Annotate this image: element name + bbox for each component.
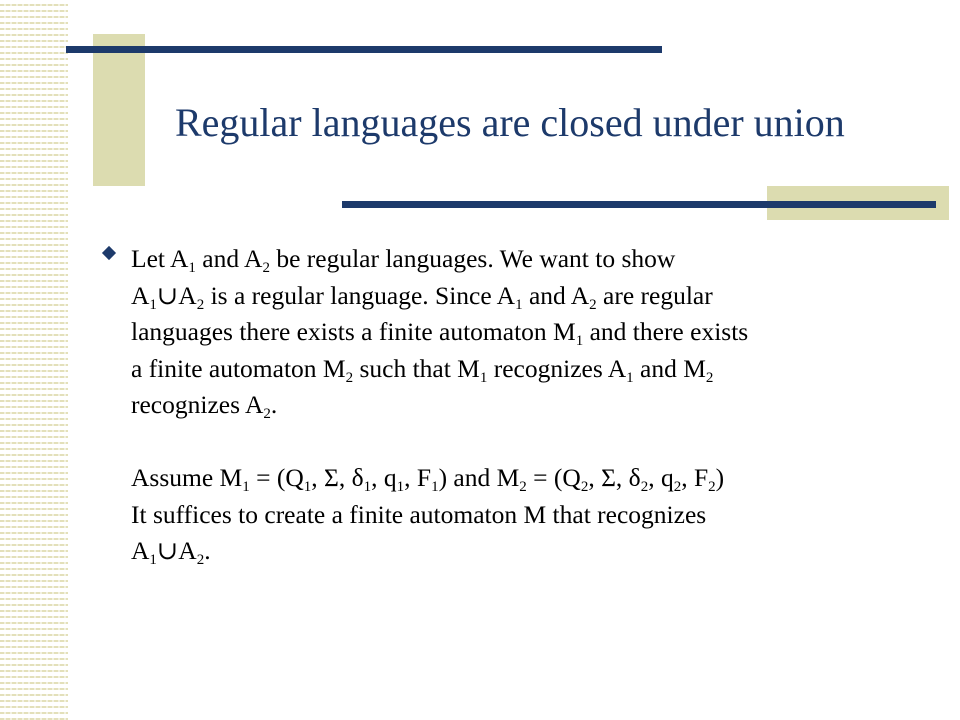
text-run: , F: [681, 463, 709, 492]
text-run: ∪A: [156, 280, 197, 310]
slide-body: [131, 241, 931, 570]
text-run: A: [131, 536, 150, 565]
subscript: 1: [149, 296, 157, 313]
text-run: , F: [404, 463, 432, 492]
text-run: and there exists: [583, 317, 749, 346]
subscript: 2: [262, 260, 270, 276]
text-run: Assume M: [131, 463, 243, 492]
subscript: 1: [242, 479, 250, 495]
text-run: recognizes A: [131, 390, 264, 419]
bullet-diamond-icon: [102, 246, 116, 260]
text-line: [131, 241, 931, 278]
subscript: 2: [345, 369, 354, 386]
paragraph-2: [131, 460, 931, 570]
subscript: 1: [575, 333, 584, 349]
paragraph-gap: [131, 424, 931, 461]
subscript: 2: [673, 479, 682, 495]
subscript: 1: [431, 479, 439, 495]
subscript: 1: [515, 296, 523, 313]
subscript: 1: [303, 479, 312, 495]
text-run: and M: [633, 353, 706, 383]
text-run: ): [715, 463, 725, 492]
text-run: ∪A: [156, 536, 197, 565]
text-run: , q: [648, 463, 674, 492]
text-run: .: [204, 536, 211, 565]
text-run: = (Q: [249, 463, 304, 492]
subscript: 2: [640, 479, 649, 495]
text-run: .: [270, 390, 278, 419]
text-line: [131, 278, 931, 315]
subscript: 2: [705, 369, 714, 386]
text-run: be regular languages. We want to show: [269, 244, 676, 273]
text-line: [131, 533, 931, 570]
text-run: It suffices to create a finite automaton M that recognizes: [131, 499, 707, 529]
slide-title: Regular languages are closed under union: [175, 100, 845, 145]
subscript: 1: [363, 479, 372, 495]
text-line: [131, 497, 931, 534]
subscript: 2: [196, 296, 205, 313]
subscript: 1: [396, 479, 405, 495]
text-run: and A: [522, 280, 590, 310]
subscript: 2: [519, 479, 527, 495]
text-run: = (Q: [526, 463, 581, 492]
text-run: , Σ, δ: [588, 463, 641, 492]
subscript: 1: [479, 369, 488, 386]
text-run: , Σ, δ: [311, 463, 364, 492]
text-run: languages there exists a finite automaton M: [131, 317, 576, 346]
text-run: A: [131, 280, 150, 310]
text-line: [131, 387, 931, 424]
text-run: are regular: [596, 280, 713, 310]
top-left-accent-block: [93, 34, 145, 186]
text-run: ) and M: [438, 463, 520, 492]
top-accent-line: [66, 46, 662, 53]
text-line: [131, 314, 931, 351]
subscript: 2: [589, 296, 597, 313]
text-run: and A: [195, 244, 263, 273]
left-stripe-decoration: [0, 0, 68, 720]
text-line: [131, 351, 931, 388]
subscript: 1: [188, 260, 196, 276]
text-run: , q: [371, 463, 397, 492]
text-run: recognizes A: [487, 353, 627, 383]
subscript: 1: [149, 552, 157, 568]
subscript: 2: [708, 479, 716, 495]
paragraph-1: [131, 241, 931, 424]
text-run: a finite automaton M: [131, 353, 346, 383]
text-run: is a regular language. Since A: [204, 280, 516, 310]
subscript: 1: [626, 369, 634, 386]
text-line: [131, 460, 931, 497]
subscript: 2: [580, 479, 589, 495]
subscript: 2: [263, 406, 271, 422]
bottom-accent-line: [342, 201, 936, 208]
text-run: such that M: [353, 353, 480, 383]
subscript: 2: [196, 552, 205, 568]
text-run: Let A: [131, 244, 189, 273]
